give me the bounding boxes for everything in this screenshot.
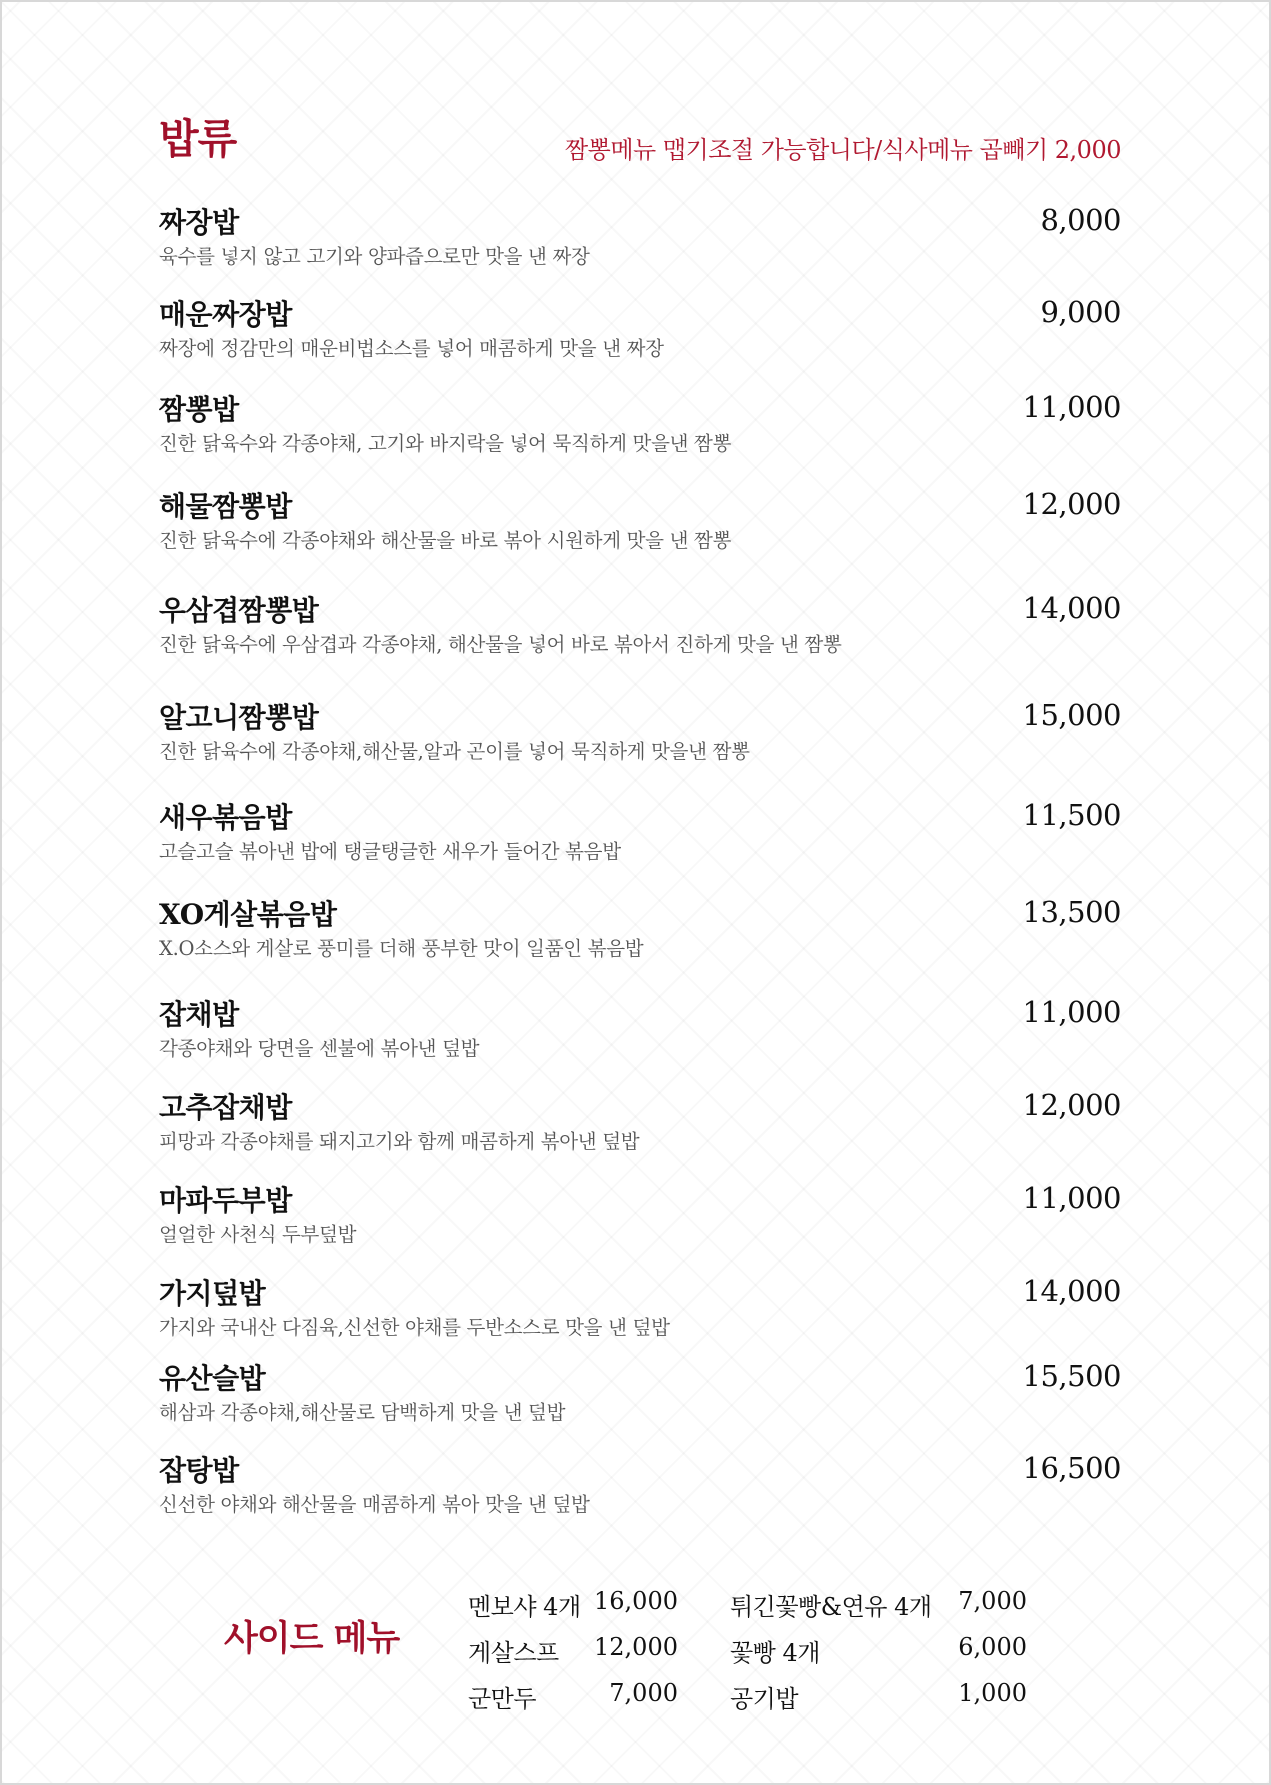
menu-item <box>159 293 1121 363</box>
menu-item <box>159 1086 1121 1156</box>
item-name: 매운짜장밥 <box>159 298 292 331</box>
item-price: 11,000 <box>1022 1181 1121 1215</box>
item-price: 14,000 <box>1022 591 1121 625</box>
item-price: 8,000 <box>1040 203 1121 237</box>
side-item-price: 1,000 <box>958 1679 1027 1707</box>
item-price: 9,000 <box>1040 295 1121 329</box>
item-description: 피망과 각종야채를 돼지고기와 함께 매콤하게 볶아낸 덮밥 <box>159 1130 640 1153</box>
menu-item <box>159 589 1121 659</box>
item-name: 해물짬뽕밥 <box>159 490 292 523</box>
side-menu-item <box>468 1587 678 1619</box>
item-name: XO게살볶음밥 <box>159 898 337 931</box>
menu-item <box>159 893 1121 963</box>
item-price: 12,000 <box>1022 487 1121 521</box>
side-item-name: 게살스프 <box>468 1639 559 1667</box>
item-price: 13,500 <box>1022 895 1121 929</box>
item-description: 진한 닭육수에 각종야채와 해산물을 바로 볶아 시원하게 맛을 낸 짬뽕 <box>159 529 732 552</box>
item-description: 신선한 야채와 해산물을 매콤하게 볶아 맛을 낸 덮밥 <box>159 1493 590 1516</box>
menu-item <box>159 696 1121 766</box>
item-description: 짜장에 정감만의 매운비법소스를 넣어 매콤하게 맛을 낸 짜장 <box>159 337 664 360</box>
item-name: 고추잡채밥 <box>159 1091 292 1124</box>
item-name: 잡탕밥 <box>159 1454 239 1487</box>
item-description: 가지와 국내산 다짐육,신선한 야채를 두반소스로 맛을 낸 덮밥 <box>159 1316 670 1339</box>
menu-item <box>159 993 1121 1063</box>
menu-item <box>159 796 1121 866</box>
section-title: 밥류 <box>159 115 237 163</box>
menu-item <box>159 1357 1121 1427</box>
item-price: 11,000 <box>1022 390 1121 424</box>
item-description: 고슬고슬 볶아낸 밥에 탱글탱글한 새우가 들어간 볶음밥 <box>159 840 621 863</box>
item-description: 해삼과 각종야채,해산물로 담백하게 맛을 낸 덮밥 <box>159 1401 566 1424</box>
item-price: 15,500 <box>1022 1359 1121 1393</box>
side-item-price: 12,000 <box>594 1633 678 1661</box>
item-name: 새우볶음밥 <box>159 801 292 834</box>
item-name: 우삼겹짬뽕밥 <box>159 594 319 627</box>
item-name: 알고니짬뽕밥 <box>159 701 319 734</box>
menu-item <box>159 1449 1121 1519</box>
menu-item <box>159 1179 1121 1249</box>
item-price: 12,000 <box>1022 1088 1121 1122</box>
item-description: 각종야채와 당면을 센불에 볶아낸 덮밥 <box>159 1037 480 1060</box>
side-item-name: 군만두 <box>468 1685 537 1713</box>
item-name: 유산슬밥 <box>159 1362 266 1395</box>
item-price: 15,000 <box>1022 698 1121 732</box>
item-price: 14,000 <box>1022 1274 1121 1308</box>
side-item-name: 꽃빵 4개 <box>730 1639 820 1667</box>
item-description: 육수를 넣지 않고 고기와 양파즙으로만 맛을 낸 짜장 <box>159 245 590 268</box>
item-price: 16,500 <box>1022 1451 1121 1485</box>
side-item-price: 16,000 <box>594 1587 678 1615</box>
side-item-name: 공기밥 <box>730 1685 799 1713</box>
item-name: 가지덮밥 <box>159 1277 266 1310</box>
item-price: 11,000 <box>1022 995 1121 1029</box>
item-description: 진한 닭육수와 각종야채, 고기와 바지락을 넣어 묵직하게 맛을낸 짬뽕 <box>159 432 732 455</box>
menu-item <box>159 485 1121 555</box>
item-name: 짬뽕밥 <box>159 393 239 426</box>
side-item-price: 7,000 <box>958 1587 1027 1615</box>
item-description: 진한 닭육수에 우삼겹과 각종야채, 해산물을 넣어 바로 볶아서 진하게 맛을 낸 짬뽕 <box>159 633 842 656</box>
side-item-price: 6,000 <box>958 1633 1027 1661</box>
side-menu-item <box>730 1587 1027 1619</box>
item-name: 마파두부밥 <box>159 1184 292 1217</box>
side-item-name: 멘보샤 4개 <box>468 1593 581 1621</box>
item-name: 짜장밥 <box>159 206 239 239</box>
side-menu-item <box>730 1633 1027 1665</box>
side-menu-title: 사이드 메뉴 <box>224 1619 400 1659</box>
item-description: 진한 닭육수에 각종야채,해산물,알과 곤이를 넣어 묵직하게 맛을낸 짬뽕 <box>159 740 750 763</box>
side-item-price: 7,000 <box>609 1679 678 1707</box>
side-menu-item <box>468 1679 678 1711</box>
menu-item <box>159 1272 1121 1342</box>
spicy-notice: 짬뽕메뉴 맵기조절 가능합니다/식사메뉴 곱빼기 2,000 <box>565 136 1121 164</box>
item-name: 잡채밥 <box>159 998 239 1031</box>
item-price: 11,500 <box>1022 798 1121 832</box>
menu-item <box>159 201 1121 271</box>
item-description: X.O소스와 게살로 풍미를 더해 풍부한 맛이 일품인 볶음밥 <box>159 937 644 960</box>
item-description: 얼얼한 사천식 두부덮밥 <box>159 1223 357 1246</box>
side-menu-item <box>730 1679 1027 1711</box>
menu-item <box>159 388 1121 458</box>
side-item-name: 튀긴꽃빵&연유 4개 <box>730 1593 932 1621</box>
side-menu-item <box>468 1633 678 1665</box>
